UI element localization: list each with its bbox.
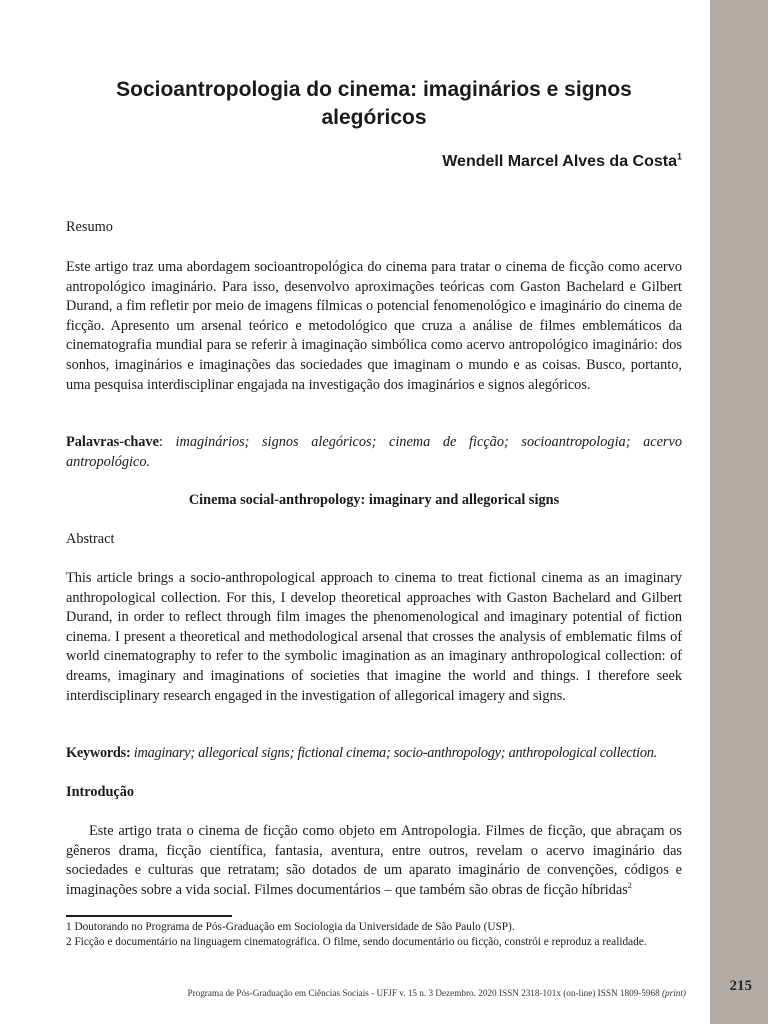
footer-print-label: (print)	[662, 988, 686, 998]
page-side-band	[710, 0, 768, 1024]
abstract-heading: Abstract	[66, 531, 115, 547]
keywords-values: imaginary; allegorical signs; fictional cinema; socio-anthropology; anthropological collection.	[133, 745, 657, 761]
article-title: Socioantropologia do cinema: imaginários e signos alegóricos	[116, 78, 632, 129]
footer-text: Programa de Pós-Graduação em Ciências Sociais - UFJF v. 15 n. 3 Dezembro. 2020 ISSN 2318-101x (on-line) ISSN 1809-5968	[187, 988, 660, 998]
author-footnote-mark: 1	[676, 151, 682, 162]
palavras-chave-separator: :	[158, 434, 163, 450]
footnote-divider	[66, 915, 232, 917]
resumo-heading: Resumo	[66, 219, 113, 235]
palavras-chave-label: Palavras-chave	[66, 434, 159, 450]
keywords-label: Keywords:	[66, 745, 131, 761]
abstract-body: This article brings a socio-anthropological approach to cinema to treat fictional cinema as an imaginary anthropological collection. For this, I develop theoretical approaches with Gaston Bachelard and Gilbert Durand, in order to reflect through film images the phenomenological and imaginary potential of fiction cinema. I present a theoretical and methodological arsenal that crosses the analysis of emblematic films of world cinematography to refer to the symbolic imagination as an imaginary anthropological collection: of dreams, imaginary and imaginations of societies that imagine the world and things. I therefore seek interdisciplinary research engaged in the investigation of allegorical imagery and signs.	[66, 570, 682, 704]
author-name: Wendell Marcel Alves da Costa	[442, 153, 677, 170]
intro-body-text: Este artigo trata o cinema de ficção como objeto em Antropologia. Filmes de ficção, que abraçam os gêneros drama, ficção científica, fantasia, aventura, entre outros, revelam o acervo imaginário das sociedades e culturas que retratam; são dotados de um aparato imaginário de convenções, códigos e imaginações sobre a vida social. Filmes documentários – que também são obras de ficção híbridas	[66, 823, 682, 898]
footnote-1: 1 Doutorando no Programa de Pós-Graduação em Sociologia da Universidade de São Paulo (USP).	[66, 921, 515, 933]
journal-footer	[66, 988, 686, 998]
intro-footnote-mark: 2	[627, 881, 632, 891]
intro-heading: Introdução	[66, 784, 135, 800]
resumo-body: Este artigo traz uma abordagem socioantropológica do cinema para tratar o cinema de ficção como acervo antropológico imaginário. Para isso, desenvolvo aproximações teóricas com Gaston Bachelard e Gilbert Durand, a fim refletir por meio de imagens fílmicas o potencial fenomenológico e imaginário do cinema de ficção. Apresento um arsenal teórico e metodológico que cruza a análise de filmes emblemáticos da cinematografia mundial para se referir à imaginação simbólica como acervo antropológico imaginário: dos sonhos, imaginários e imaginações das sociedades que imaginam o mundo e as coisas. Busco, portanto, uma pesquisa interdisciplinar engajada na investigação dos imaginários e signos alegóricos.	[66, 259, 682, 393]
palavras-chave-values: imaginários; signos alegóricos; cinema de ficção; socioantropologia; acervo antropológico.	[66, 434, 682, 470]
palavras-chave	[66, 433, 682, 472]
footnotes	[66, 920, 682, 950]
author-line	[66, 153, 682, 171]
footnote-2: 2 Ficção e documentário na linguagem cinematográfica. O filme, sendo documentário ou ficção, constrói e reproduz a realidade.	[66, 936, 647, 948]
english-title: Cinema social-anthropology: imaginary and allegorical signs	[188, 492, 560, 508]
page-number: 215	[729, 978, 752, 994]
keywords	[66, 744, 682, 764]
intro-body	[66, 822, 682, 900]
